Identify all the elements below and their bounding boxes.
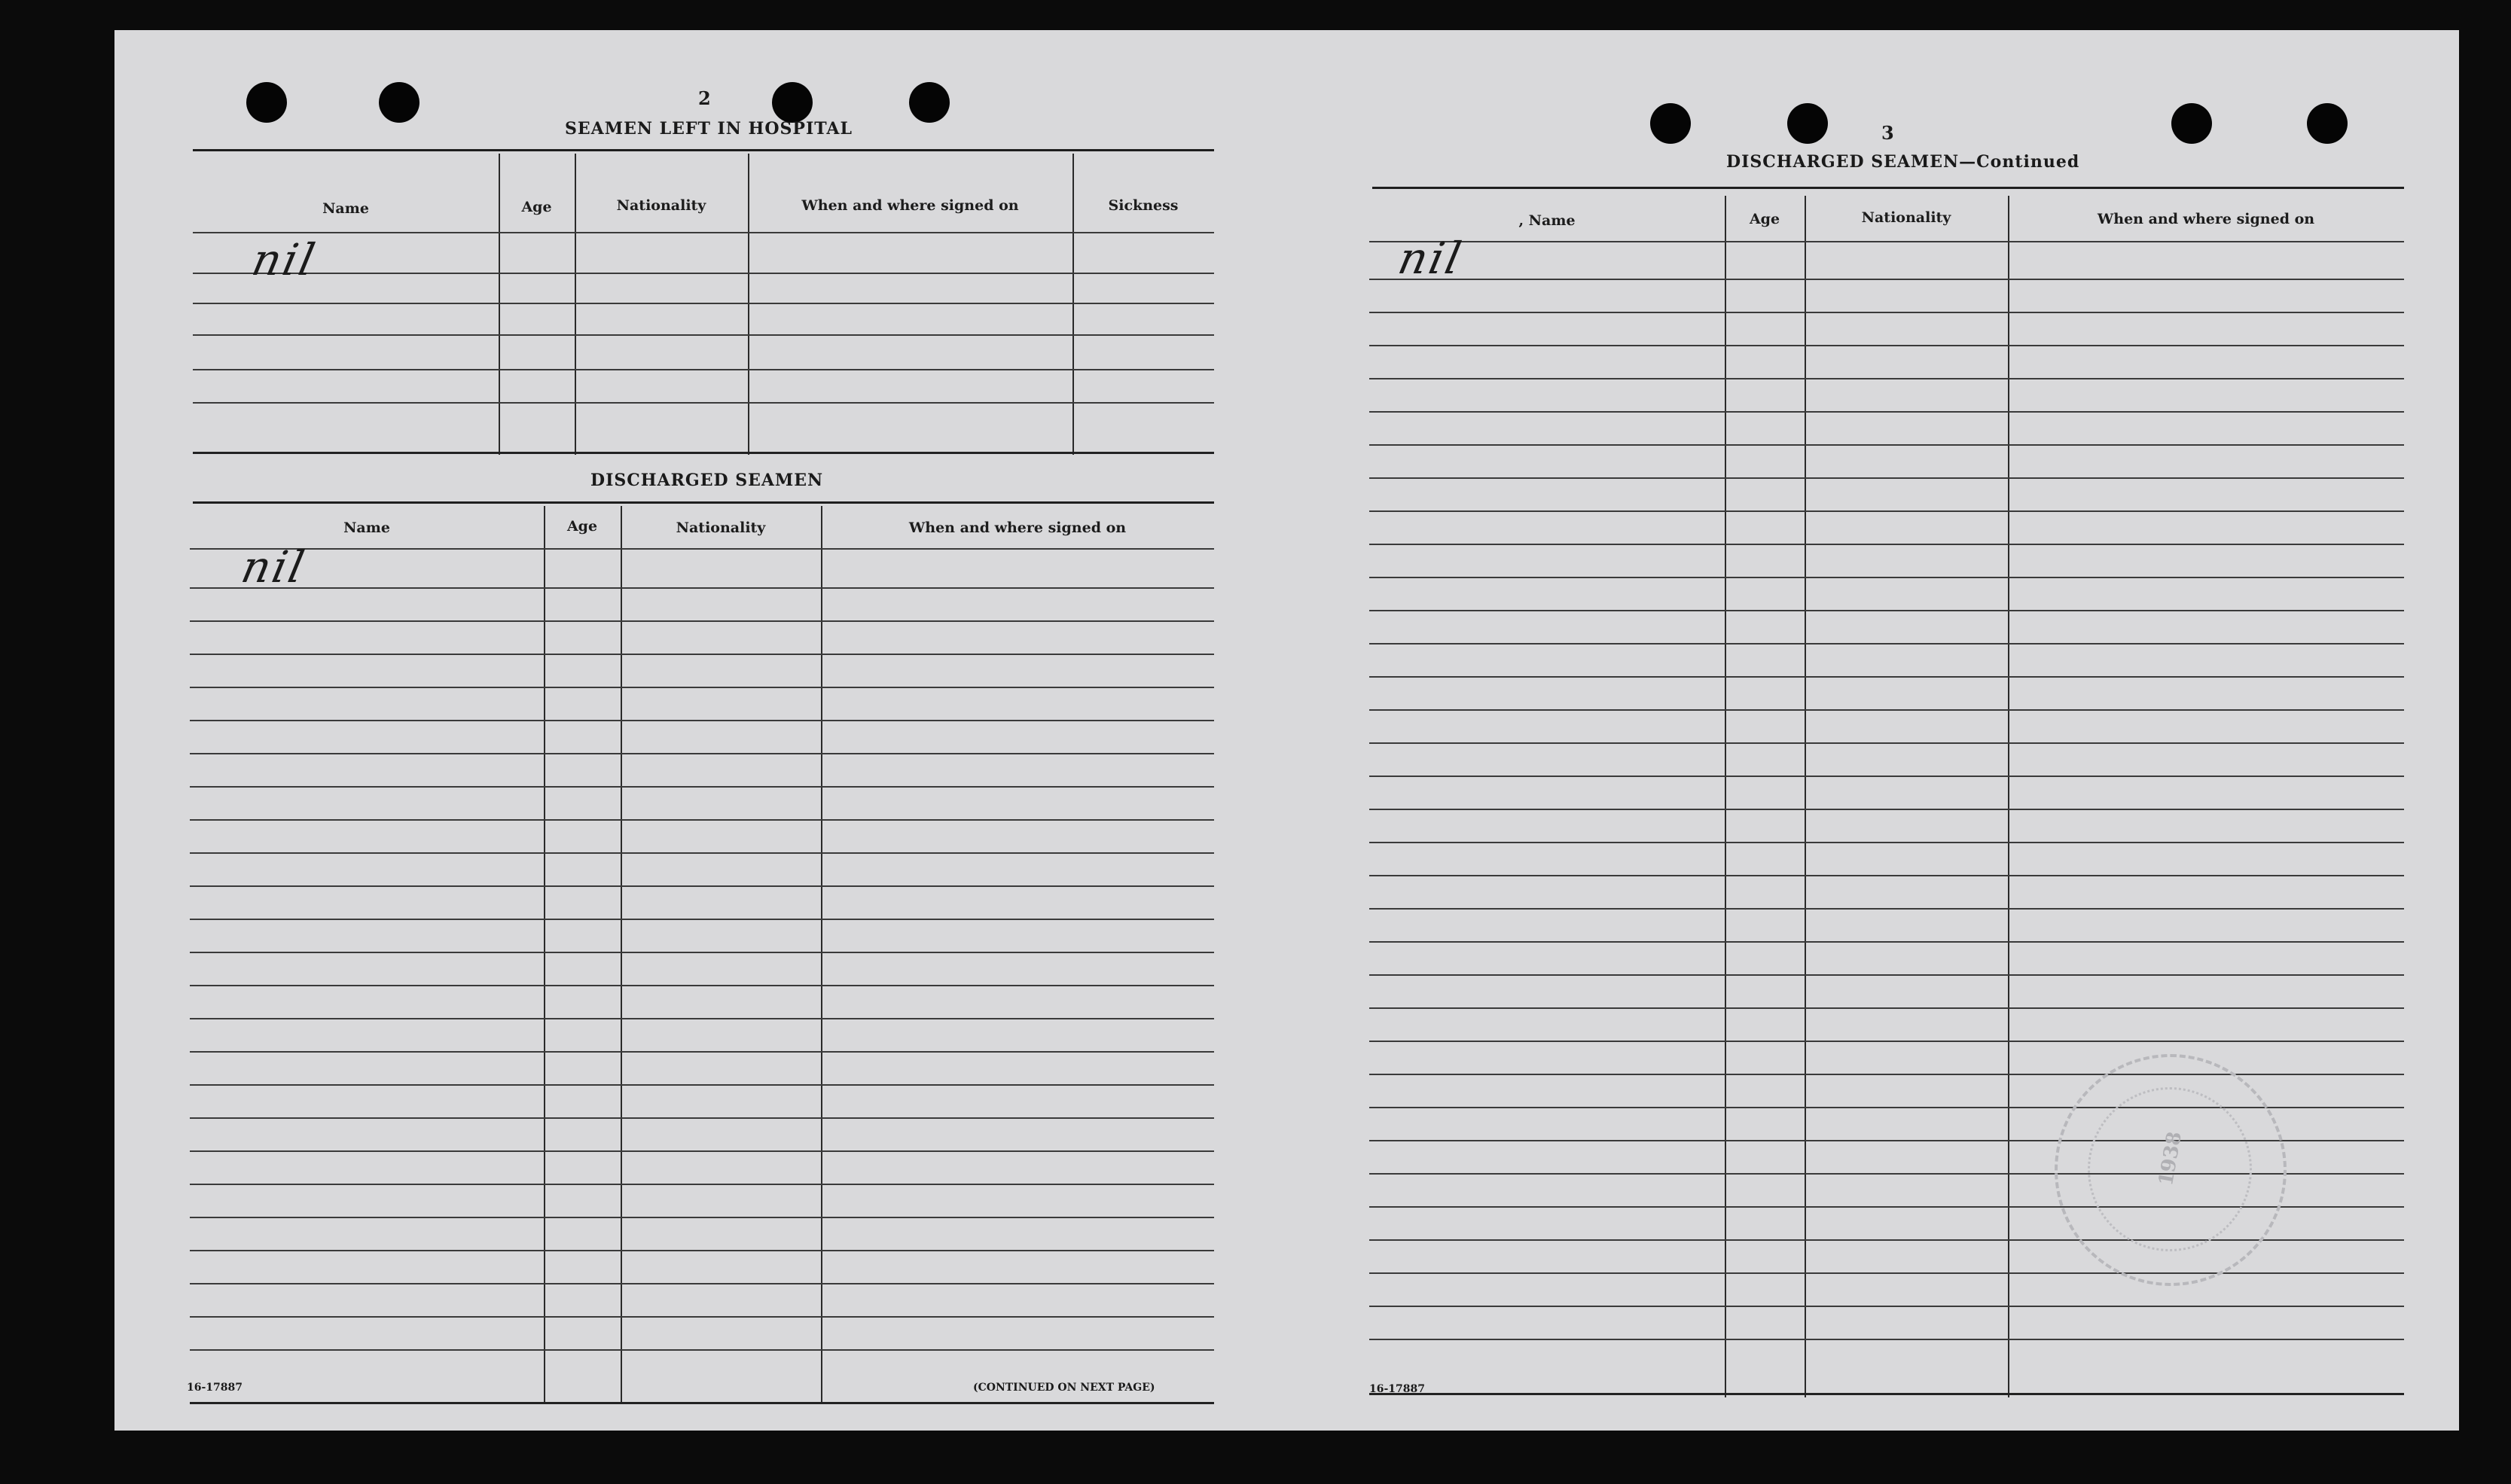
column-header-name: , Name	[1518, 212, 1576, 229]
column-header-name: Name	[322, 200, 369, 217]
column-header-signed-on: When and where signed on	[908, 520, 1127, 536]
continued-note: (CONTINUED ON NEXT PAGE)	[973, 1382, 1155, 1394]
handwritten-entry: nil	[236, 541, 311, 593]
right-page	[1294, 30, 2459, 1431]
discharged-section-title: DISCHARGED SEAMEN	[590, 471, 824, 490]
form-number: 16-17887	[187, 1382, 243, 1394]
left-page	[114, 30, 1294, 1431]
punch-hole	[2307, 103, 2348, 144]
column-header-nationality: Nationality	[676, 520, 766, 536]
column-header-age: Age	[566, 518, 598, 535]
punch-hole	[909, 82, 950, 123]
column-header-nationality: Nationality	[1861, 209, 1951, 226]
hospital-table	[193, 154, 1214, 455]
punch-hole	[1787, 103, 1828, 144]
column-header-sickness: Sickness	[1108, 197, 1179, 214]
handwritten-entry: nil	[247, 234, 322, 285]
column-header-name: Name	[343, 520, 390, 536]
punch-hole	[2171, 103, 2212, 144]
column-header-age: Age	[1749, 211, 1780, 227]
column-header-age: Age	[521, 199, 552, 215]
top-rule	[1372, 187, 2404, 189]
discharged-table	[190, 506, 1214, 1404]
column-header-signed-on: When and where signed on	[801, 197, 1019, 214]
page-number: 2	[698, 87, 711, 109]
column-header-signed-on: When and where signed on	[2097, 211, 2315, 227]
page-number: 3	[1881, 122, 1894, 144]
punch-hole	[246, 82, 287, 123]
handwritten-entry: nil	[1393, 233, 1468, 284]
stamp-date: 1938	[2154, 1129, 2187, 1188]
form-number: 16-17887	[1369, 1383, 1425, 1395]
hospital-section-title: SEAMEN LEFT IN HOSPITAL	[565, 119, 853, 139]
receipt-stamp	[2055, 1054, 2287, 1286]
punch-hole	[379, 82, 420, 123]
section-title: DISCHARGED SEAMEN—Continued	[1726, 152, 2080, 172]
column-header-nationality: Nationality	[616, 197, 706, 214]
discharged-top-rule	[193, 501, 1214, 504]
punch-hole	[1650, 103, 1691, 144]
hospital-top-rule	[193, 149, 1214, 151]
punch-hole	[772, 82, 813, 123]
